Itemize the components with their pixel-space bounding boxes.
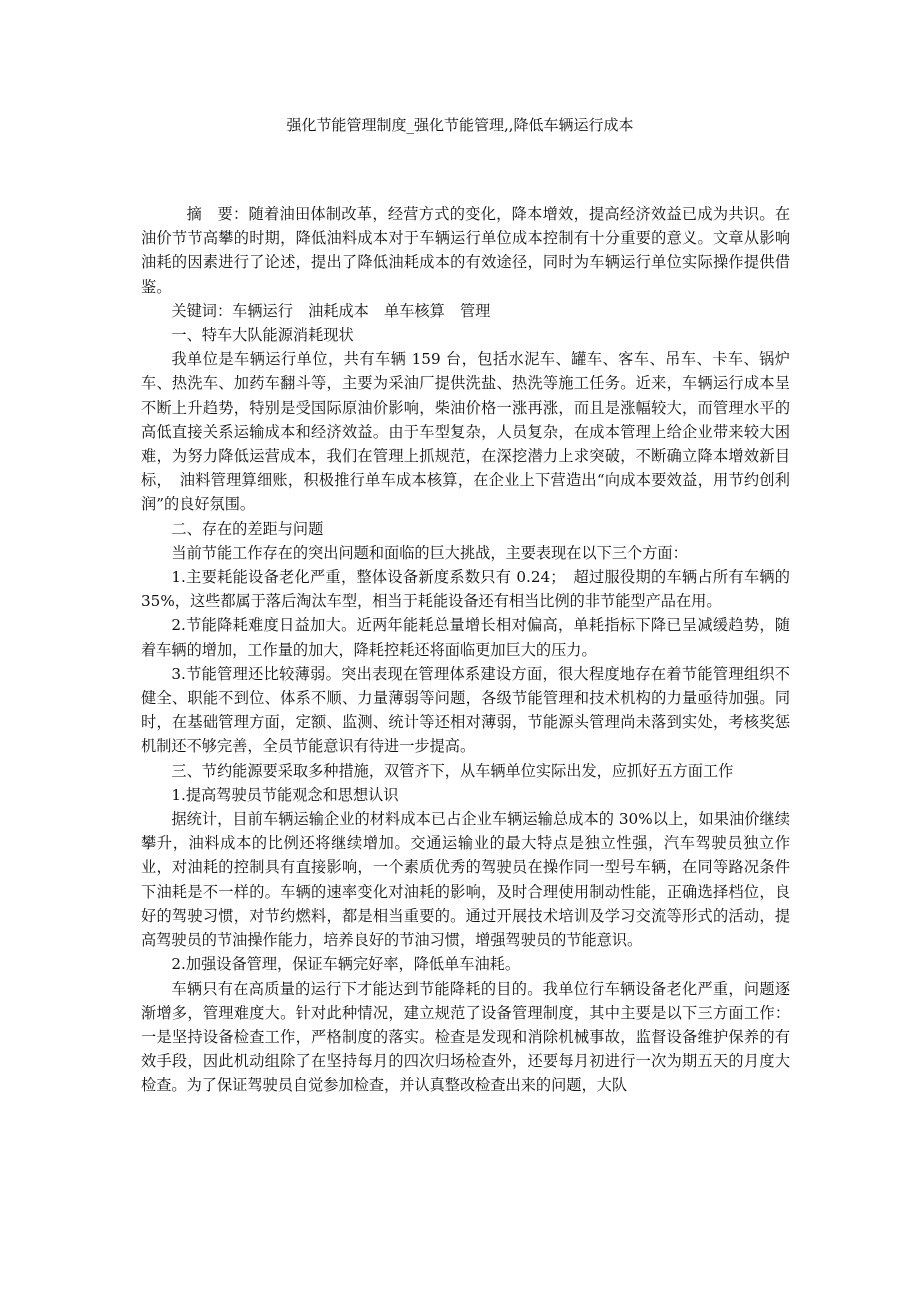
body-paragraph: 据统计，目前车辆运输企业的材料成本已占企业车辆运输总成本的 30%以上，如果油价继续攀升，油料成本的比例还将继续增加。交通运输业的最大特点是独立性强，汽车驾驶员独立作业，对油耗的控制具有直接影响，一个素质优秀的驾驶员在操作同一型号车辆，在同等路况条件下油耗是不一样的。车辆的速率变化对油耗的影响，及时合理使用制动性能，正确选择档位，良好的驾驶习惯，对节约燃料，都是相当重要的。通过开展技术培训及学习交流等形式的活动，提高驾驶员的节油操作能力，培养良好的节油习惯，增强驾驶员的节能意识。 [141,810,790,950]
section-heading-1: 一、特车大队能源消耗现状 [171,326,354,345]
list-item-paragraph: 1.主要耗能设备老化严重，整体设备新度系数只有 0.24； 超过服役期的车辆占所有车辆的 35%，这些都属于落后淘汰车型，相当于耗能设备还有相当比例的非节能型产品在用。 [141,568,790,611]
body-paragraph: 当前节能工作存在的突出问题和面临的巨大挑战，主要表现在以下三个方面： [171,543,688,562]
abstract-paragraph: 摘 要：随着油田体制改革，经营方式的变化，降本增效，提高经济效益已成为共识。在油价节节高攀的时期，降低油料成本对于车辆运行单位成本控制有十分重要的意义。文章从影响油耗的因素进行了论述，提出了降低油耗成本的有效途径，同时为车辆运行单位实际操作提供借鉴。 [141,205,790,296]
keywords-paragraph: 关键词：车辆运行 油耗成本 单车核算 管理 [171,301,491,320]
subsection-heading-2: 2.加强设备管理，保证车辆完好率，降低单车油耗。 [171,955,521,974]
document-body [141,202,790,1098]
subsection-heading-1: 1.提高驾驶员节能观念和思想认识 [171,785,399,804]
section-heading-2: 二、存在的差距与问题 [171,519,324,538]
section-heading-3: 三、节约能源要采取多种措施，双管齐下，从车辆单位实际出发，应抓好五方面工作 [171,761,734,780]
list-item-paragraph: 2.节能降耗难度日益加大。近两年能耗总量增长相对偏高，单耗指标下降已呈减缓趋势，随着车辆的增加，工作量的加大，降耗控耗还将面临更加巨大的压力。 [141,616,790,659]
body-paragraph: 我单位是车辆运行单位，共有车辆 159 台，包括水泥车、罐车、客车、吊车、卡车、锅炉车、热洗车、加药车翻斗等，主要为采油厂提供洗盐、热洗等施工任务。近来，车辆运行成本呈不断上升趋势，特别是受国际原油价影响，柴油价格一涨再涨，而且是涨幅较大，而管理水平的高低直接关系运输成本和经济效益。由于车型复杂，人员复杂，在成本管理上给企业带来较大困难，为努力降低运营成本，我们在管理上抓规范，在深挖潜力上求突破，不断确立降本增效新目标， 油料管理算细账，积极推行单车成本核算，在企业上下营造出“向成本要效益，用节约创利润”的良好氛围。 [141,350,790,514]
body-paragraph: 车辆只有在高质量的运行下才能达到节能降耗的目的。我单位行车辆设备老化严重，问题逐渐增多，管理难度大。针对此种情况，建立规范了设备管理制度，其中主要是以下三方面工作：一是坚持设备检查工作，严格制度的落实。检查是发现和消除机械事故，监督设备维护保养的有效手段，因此机动组除了在坚持每月的四次归场检查外，还要每月初进行一次为期五天的月度大检查。为了保证驾驶员自觉参加检查，并认真整改检查出来的问题，大队 [141,979,790,1095]
list-item-paragraph: 3.节能管理还比较薄弱。突出表现在管理体系建设方面，很大程度地存在着节能管理组织不健全、职能不到位、体系不顺、力量薄弱等问题，各级节能管理和技术机构的力量亟待加强。同时，在基础管理方面，定额、监测、统计等还相对薄弱，节能源头管理尚未落到实处，考核奖惩机制还不够完善，全员节能意识有待进一步提高。 [141,664,790,756]
document-title: 强化节能管理制度_强化节能管理,,降低车辆运行成本 [286,116,634,134]
